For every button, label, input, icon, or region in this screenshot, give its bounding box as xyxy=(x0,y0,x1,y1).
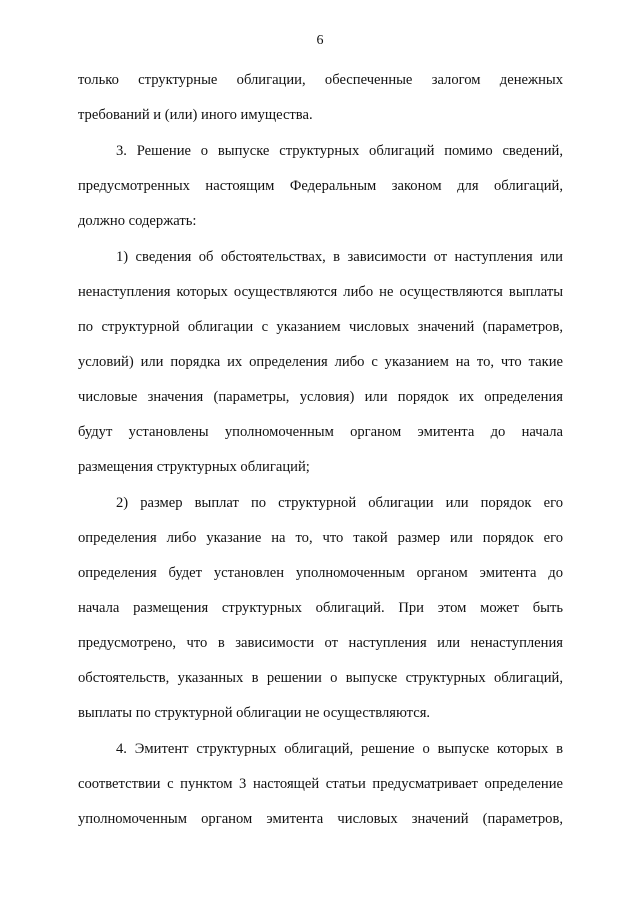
text-line: 1) сведения об обстоятельствах, в зависимости от наступления или xyxy=(116,249,563,265)
text-line: требований и (или) иного имущества. xyxy=(78,107,313,123)
text-line: будут установлены уполномоченным органом эмитента до начала xyxy=(78,424,563,440)
text-line: начала размещения структурных облигаций. При этом может быть xyxy=(78,600,563,616)
text-line: размещения структурных облигаций; xyxy=(78,459,310,475)
text-line: определения либо указание на то, что такой размер или порядок его xyxy=(78,530,563,546)
text-line: условий) или порядка их определения либо с указанием на то, что такие xyxy=(78,354,563,370)
text-line: только структурные облигации, обеспеченные залогом денежных xyxy=(78,72,563,88)
text-line: определения будет установлен уполномоченным органом эмитента до xyxy=(78,565,563,581)
text-line: должно содержать: xyxy=(78,213,197,229)
text-line: предусмотренных настоящим Федеральным законом для облигаций, xyxy=(78,178,563,194)
text-line: числовые значения (параметры, условия) или порядок их определения xyxy=(78,389,563,405)
text-line: уполномоченным органом эмитента числовых значений (параметров, xyxy=(78,811,563,827)
text-line: выплаты по структурной облигации не осуществляются. xyxy=(78,705,431,721)
text-line: 2) размер выплат по структурной облигации или порядок его xyxy=(116,495,563,511)
text-line: по структурной облигации с указанием числовых значений (параметров, xyxy=(78,319,563,335)
text-line: соответствии с пунктом 3 настоящей статьи предусматривает определение xyxy=(78,776,563,792)
page-number: 6 xyxy=(316,33,324,48)
text-line: 4. Эмитент структурных облигаций, решение о выпуске которых в xyxy=(116,741,563,757)
text-line: обстоятельств, указанных в решении о выпуске структурных облигаций, xyxy=(78,670,563,686)
text-line: предусмотрено, что в зависимости от наступления или ненаступления xyxy=(78,635,563,651)
text-line: 3. Решение о выпуске структурных облигаций помимо сведений, xyxy=(116,143,563,159)
text-line: ненаступления которых осуществляются либо не осуществляются выплаты xyxy=(78,284,563,300)
